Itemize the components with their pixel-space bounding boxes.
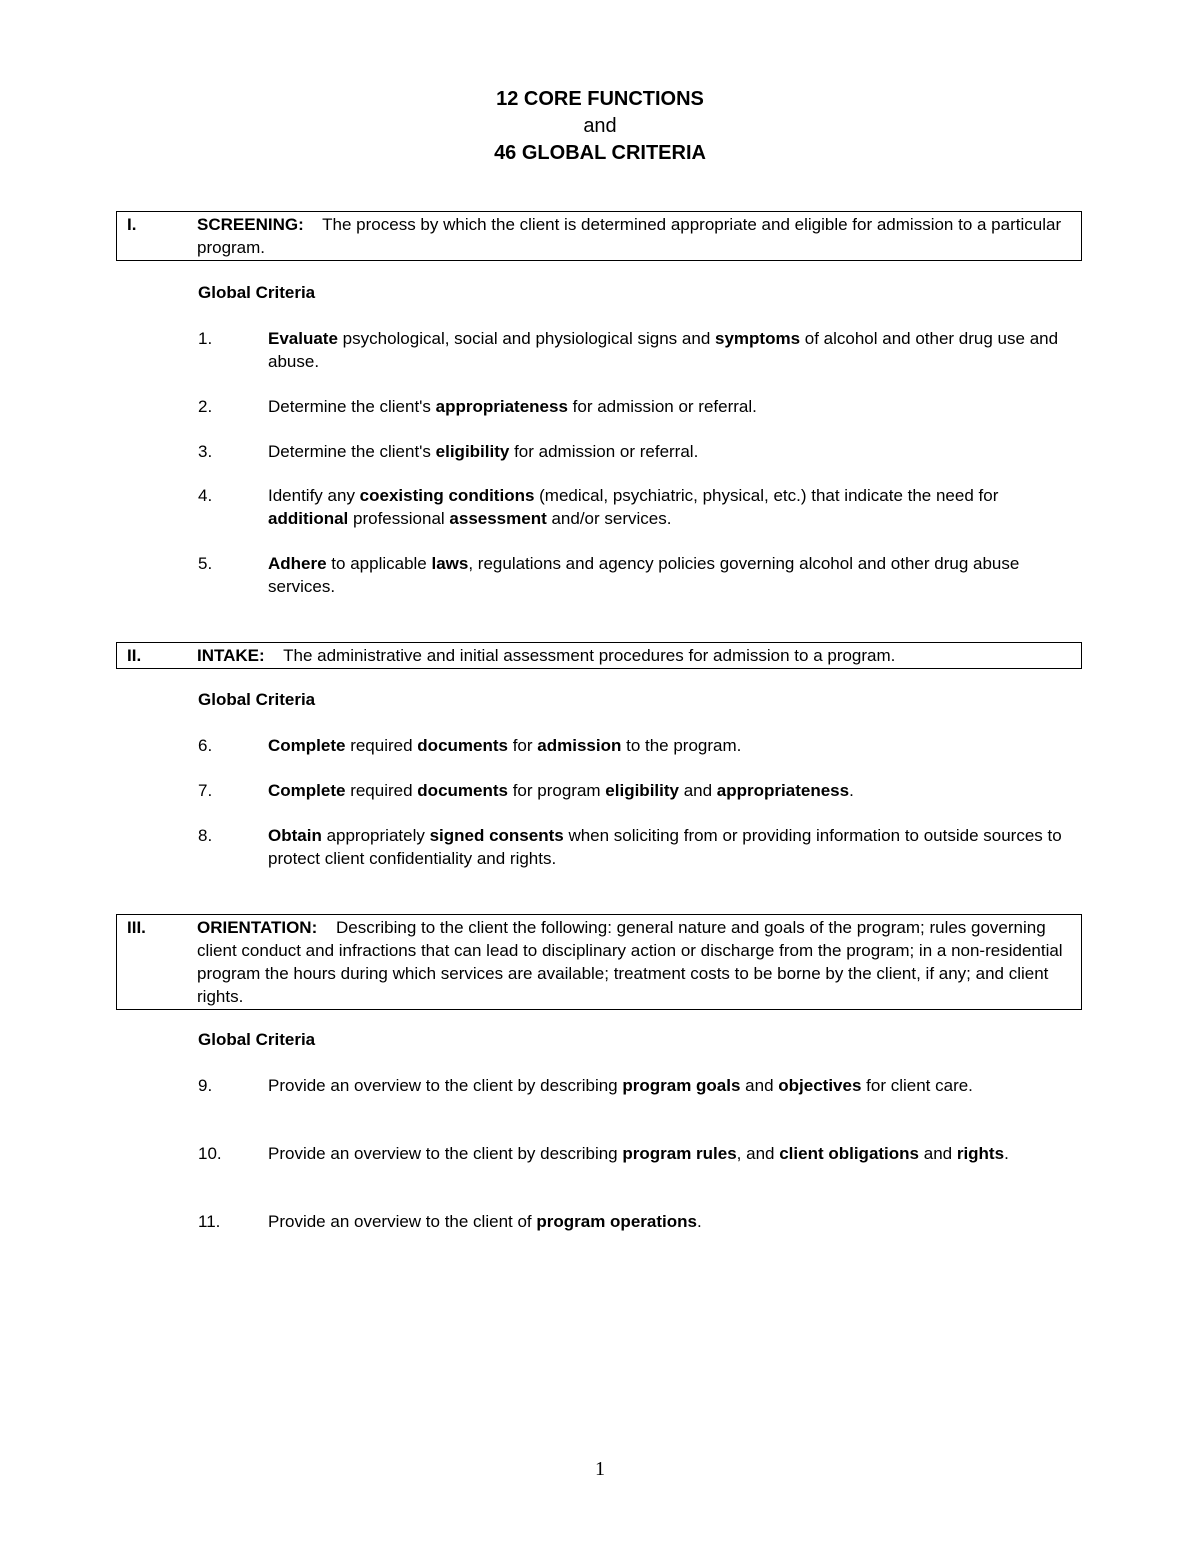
item-number: 4. — [198, 486, 213, 505]
emphasized-term: symptoms — [715, 329, 801, 348]
item-text — [268, 552, 1078, 598]
text-segment: . — [849, 781, 854, 800]
section-numeral: I. — [127, 215, 137, 234]
text-segment: psychological, social and physiological signs and — [337, 329, 715, 348]
global-criteria-heading: Global Criteria — [198, 283, 316, 302]
item-text — [268, 395, 1078, 418]
emphasized-term: program rules — [622, 1144, 737, 1163]
emphasized-term: eligibility — [435, 442, 510, 461]
criteria-item — [198, 824, 1078, 870]
criteria-item — [198, 484, 1078, 530]
text-segment: and — [740, 1076, 779, 1095]
emphasized-term: program goals — [622, 1076, 741, 1095]
emphasized-term: laws — [431, 554, 469, 573]
text-segment: for admission or referral. — [509, 442, 699, 461]
emphasized-term: Obtain — [268, 826, 322, 845]
item-number: 10. — [198, 1144, 222, 1163]
item-number: 7. — [198, 781, 213, 800]
section-description: Describing to the client the following: general nature and goals of the program; rules governing client conduct and infractions that can lead to disciplinary action or discharge from the program; in a non-residential program the hours during which services are available; treatment costs to be borne by the client, if any; and client rights. — [197, 918, 1063, 1006]
emphasized-term: coexisting conditions — [359, 486, 535, 505]
emphasized-term: admission — [537, 736, 622, 755]
text-segment: when soliciting from or providing information to outside sources to protect client confidentiality and rights. — [268, 826, 1062, 868]
emphasized-term: Adhere — [268, 554, 327, 573]
section-name: SCREENING: — [197, 215, 304, 234]
title-line-2: and — [583, 115, 617, 137]
text-segment: and/or services. — [546, 509, 672, 528]
item-number: 6. — [198, 736, 213, 755]
item-text — [268, 779, 1078, 802]
item-text — [268, 1074, 1078, 1097]
emphasized-term: eligibility — [605, 781, 679, 800]
item-text — [268, 824, 1078, 870]
emphasized-term: client obligations — [779, 1144, 920, 1163]
item-number: 2. — [198, 397, 213, 416]
section-name: INTAKE: — [197, 646, 265, 665]
emphasized-term: signed consents — [429, 826, 564, 845]
item-text — [268, 1210, 1078, 1233]
text-segment: (medical, psychiatric, physical, etc.) that indicate the need for — [534, 486, 999, 505]
section-numeral: II. — [127, 646, 142, 665]
title-line-1: 12 CORE FUNCTIONS — [496, 88, 704, 110]
section-intake-box — [116, 642, 1082, 669]
section-orientation-box — [116, 914, 1082, 1010]
item-text — [268, 1142, 1078, 1165]
text-segment: . — [1004, 1144, 1009, 1163]
criteria-item — [198, 779, 1078, 802]
section-numeral: III. — [127, 918, 146, 937]
title-line-3: 46 GLOBAL CRITERIA — [494, 142, 706, 164]
emphasized-term: Evaluate — [268, 329, 338, 348]
emphasized-term: assessment — [449, 509, 547, 528]
item-text — [268, 327, 1078, 373]
criteria-item — [198, 327, 1078, 373]
text-segment: . — [696, 1212, 702, 1231]
item-text — [268, 484, 1078, 530]
text-segment: and — [678, 781, 717, 800]
text-segment: to the program. — [621, 736, 742, 755]
item-number: 1. — [198, 329, 213, 348]
emphasized-term: Complete — [268, 736, 346, 755]
item-number: 8. — [198, 826, 213, 845]
document-title — [0, 86, 1200, 167]
criteria-item — [198, 1210, 1078, 1233]
emphasized-term: Complete — [268, 781, 346, 800]
criteria-item — [198, 1074, 1078, 1097]
emphasized-term: appropriateness — [716, 781, 850, 800]
section-name: ORIENTATION: — [197, 918, 318, 937]
item-number: 5. — [198, 554, 213, 573]
emphasized-term: rights — [956, 1144, 1005, 1163]
text-segment: and — [919, 1144, 957, 1163]
criteria-item — [198, 734, 1078, 757]
criteria-item — [198, 395, 1078, 418]
emphasized-term: documents — [417, 736, 508, 755]
text-segment: for client care. — [861, 1076, 973, 1095]
text-segment: , regulations and agency policies governing alcohol and other drug abuse services. — [268, 554, 1020, 596]
criteria-item — [198, 552, 1078, 598]
item-text — [268, 734, 1078, 757]
emphasized-term: appropriateness — [435, 397, 568, 416]
text-segment: Provide an overview to the client of — [268, 1212, 537, 1231]
text-segment: Determine the client's — [268, 397, 436, 416]
page-number: 1 — [595, 1458, 605, 1480]
item-number: 3. — [198, 442, 213, 461]
section-screening-box — [116, 211, 1082, 261]
emphasized-term: objectives — [778, 1076, 862, 1095]
text-segment: to applicable — [326, 554, 432, 573]
emphasized-term: additional — [268, 509, 349, 528]
text-segment: professional — [348, 509, 450, 528]
text-segment: Determine the client's — [268, 442, 436, 461]
text-segment: Provide an overview to the client by describing — [268, 1144, 623, 1163]
text-segment: for program — [507, 781, 606, 800]
text-segment: of alcohol and other drug use and abuse. — [268, 329, 1059, 371]
item-text — [268, 440, 1078, 463]
text-segment: Identify any — [268, 486, 360, 505]
text-segment: for admission or referral. — [567, 397, 757, 416]
item-number: 11. — [198, 1212, 221, 1231]
emphasized-term: program operations — [536, 1212, 697, 1231]
text-segment: appropriately — [321, 826, 430, 845]
text-segment: required — [345, 736, 418, 755]
criteria-item — [198, 1142, 1078, 1165]
text-segment: for — [507, 736, 538, 755]
item-number: 9. — [198, 1076, 213, 1095]
text-segment: , and — [736, 1144, 780, 1163]
text-segment: required — [345, 781, 418, 800]
emphasized-term: documents — [417, 781, 508, 800]
criteria-item — [198, 440, 1078, 463]
global-criteria-heading: Global Criteria — [198, 690, 316, 709]
global-criteria-heading: Global Criteria — [198, 1030, 316, 1049]
section-description: The process by which the client is determined appropriate and eligible for admission to a particular program. — [197, 215, 1062, 257]
section-description: The administrative and initial assessment procedures for admission to a program. — [283, 646, 896, 665]
text-segment: Provide an overview to the client by describing — [268, 1076, 623, 1095]
